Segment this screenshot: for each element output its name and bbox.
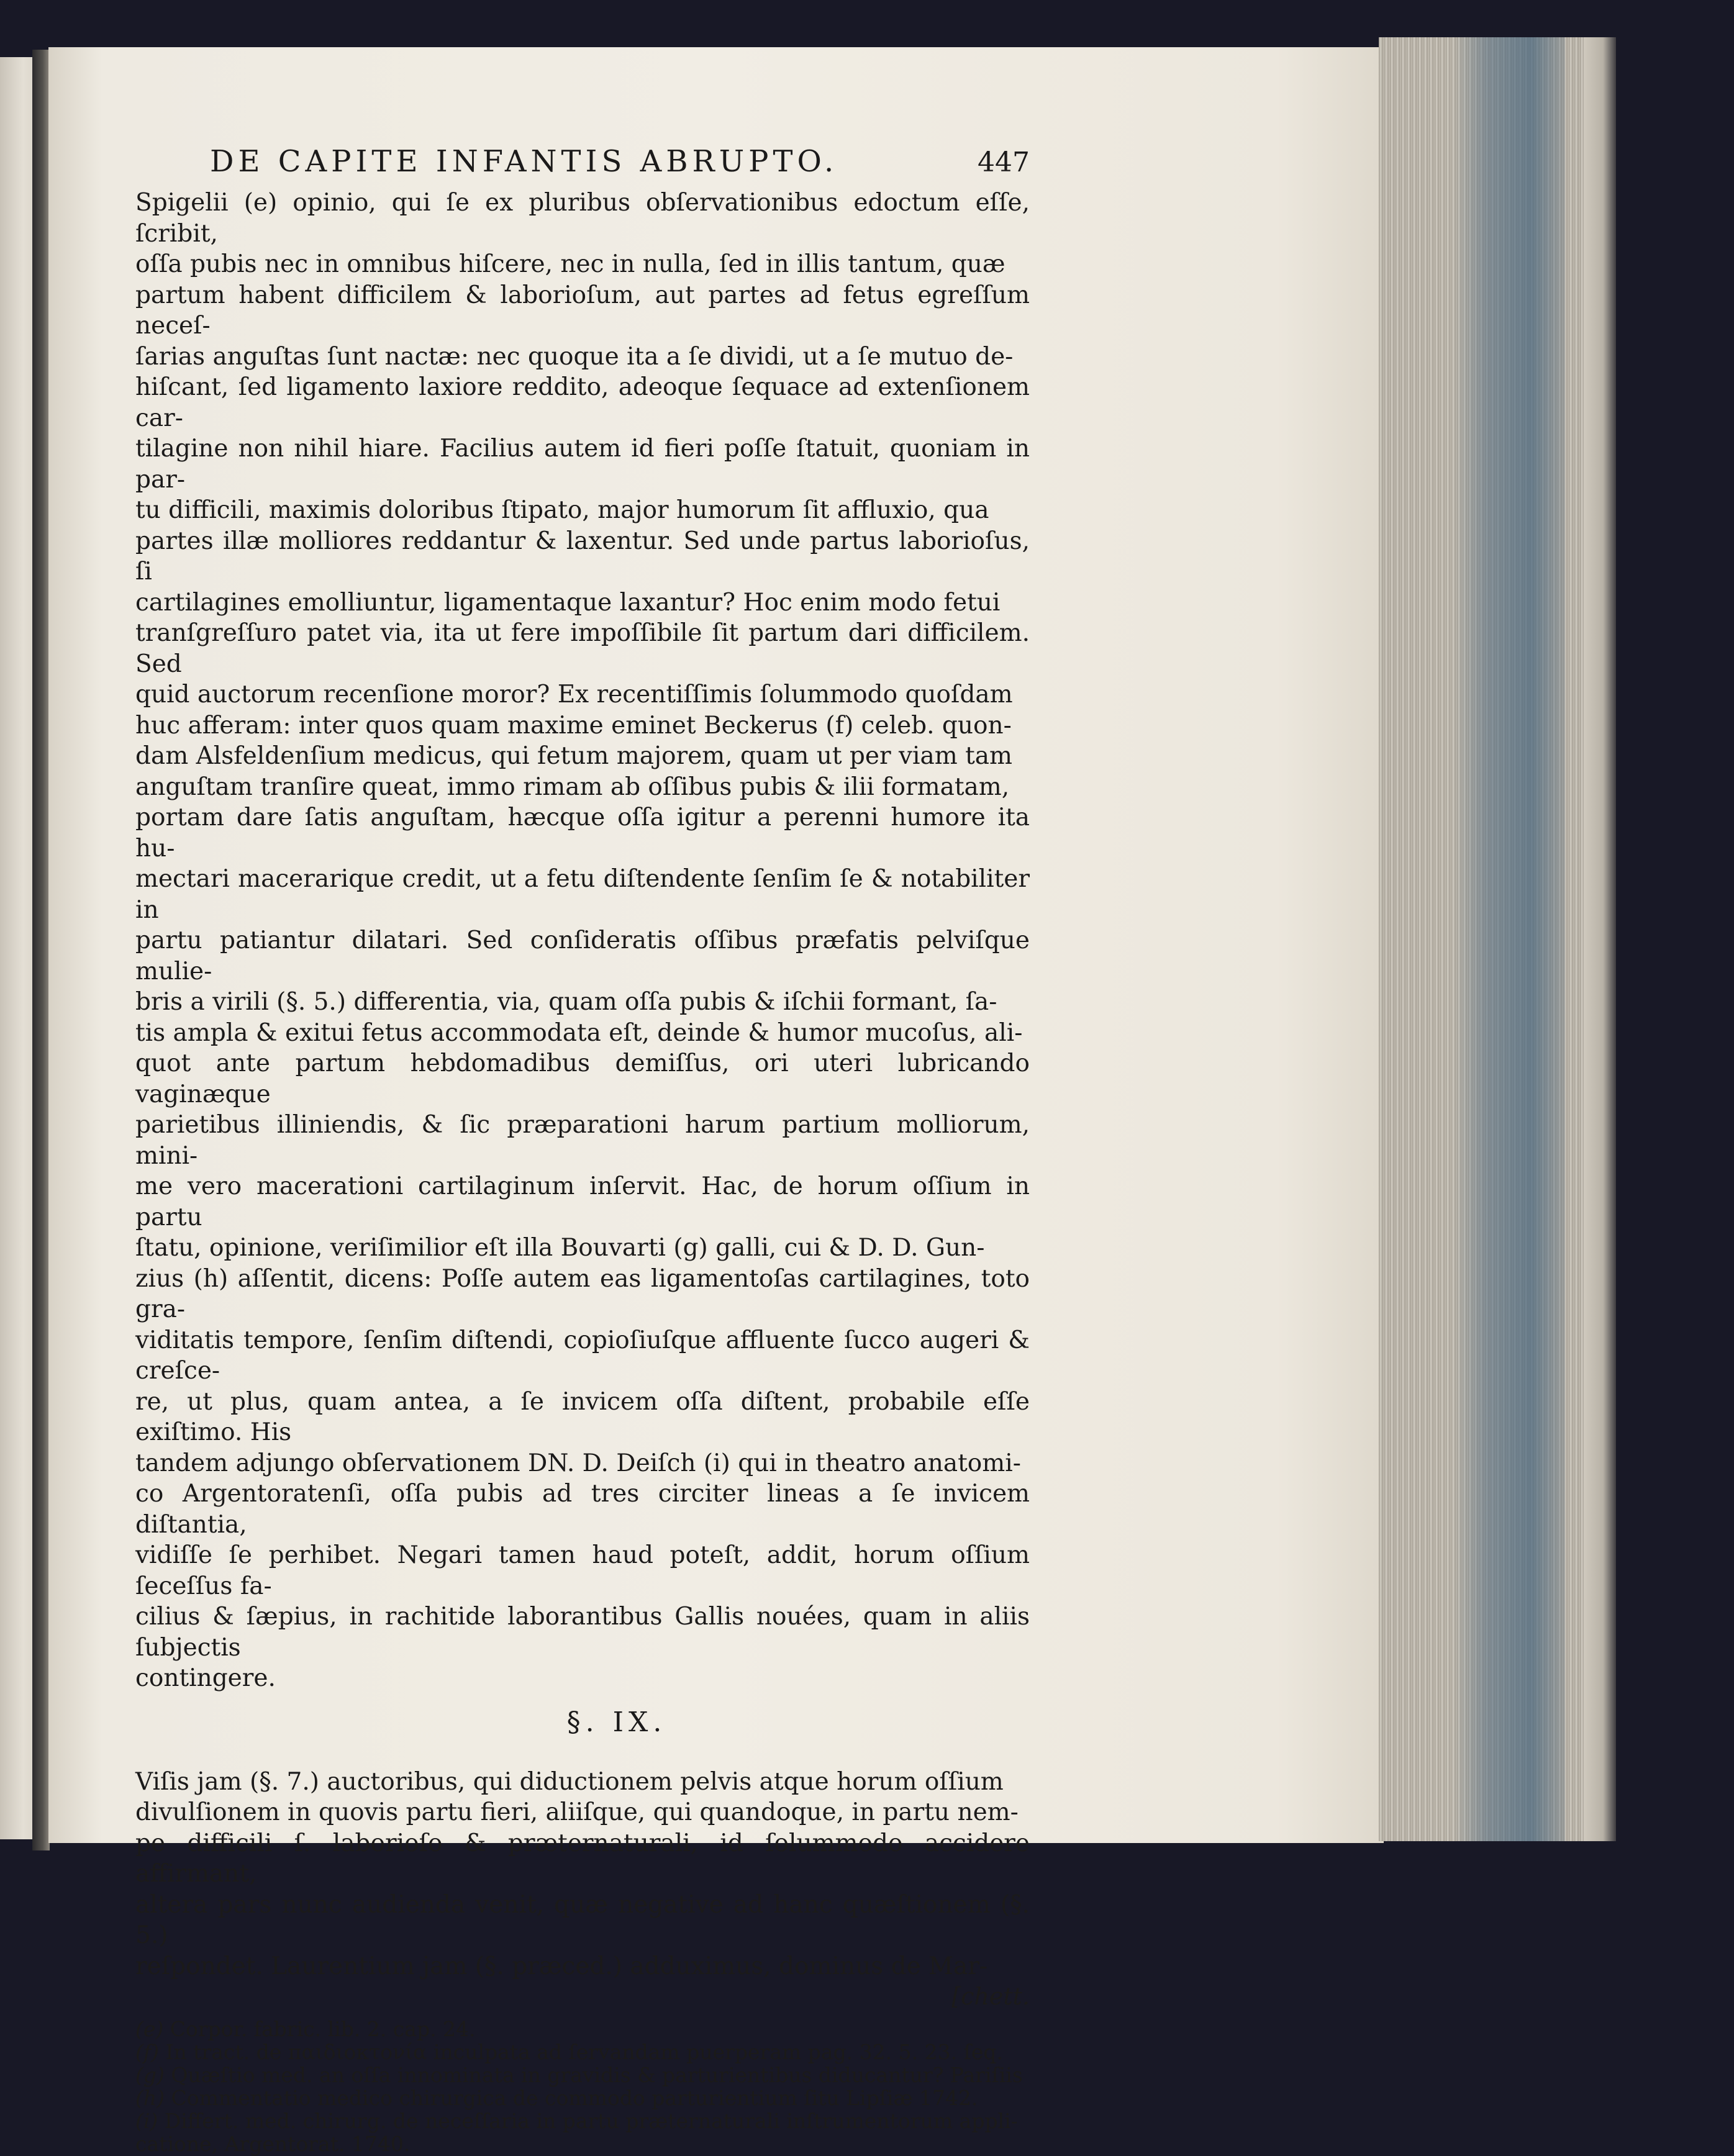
footnote-mark: (h) <box>135 2086 165 2110</box>
running-head <box>135 144 1030 185</box>
paragraph-1: Spigelii (e) opinio, qui ſe ex pluribus obſervationibus edoctum eſſe, ſcribit, oſſa pubis nec in omnibus hiſcere, nec in nulla, ſed in illis tantum, quæ partum habent difficilem & laborioſum, aut partes ad fetus egreſſum neceſ- ſarias anguſtas ſunt nactæ: nec quoque ita a ſe dividi, ut a ſe mutuo de- hiſcant, ſed ligamento laxiore reddito, adeoque ſequace ad extenſionem car- tilagine non nihil hiare. Facilius autem id fieri poſſe ſtatuit, quoniam in par- tu difficili, maximis doloribus ſtipato, major humorum ſit affluxio, qua partes illæ molliores reddantur & laxentur. Sed unde partus laborioſus, ſi cartilagines emolliuntur, ligamentaque laxantur? Hoc enim modo fetui tranſgreſſuro patet via, ita ut fere impoſſibile ſit partum dari difficilem. Sed quid auctorum recenſione moror? Ex recentiſſimis ſolummodo quoſdam huc afferam: inter quos quam maxime eminet Beckerus (f) celeb. quon- dam Alsfeldenſium medicus, qui fetum majorem, quam ut per viam tam anguſtam tranſire queat, immo rimam ab oſſibus pubis & ilii formatam, portam dare ſatis anguſtam, hæcque oſſa igitur a perenni humore ita hu- mectari macerarique credit, ut a fetu diſtendente ſenſim ſe & notabiliter in partu patiantur dilatari. Sed conſideratis oſſibus præfatis pelviſque mulie- bris a virili (§. 5.) differentia, via, quam oſſa pubis & iſchii formant, ſa- tis ampla & exitui fetus accommodata eſt, deinde & humor mucoſus, ali- quot ante partum hebdomadibus demiſſus, ori uteri lubricando vaginæque parietibus illiniendis, & ſic præparationi harum partium molliorum, mini- me vero macerationi cartilaginum inſervit. Hac, de horum oſſium in partu ſtatu, opinione, veriſimilior eſt illa Bouvarti (g) galli, cui & D. D. Gun- zius (h) aſſentit, dicens: Poſſe autem eas ligamentoſas cartilagines, toto gra- viditatis tempore, ſenſim diſtendi, copioſiuſque affluente ſucco augeri & creſce- re, ut plus, quam antea, a ſe invicem oſſa diſtent, probabile eſſe exiſtimo. His tandem adjungo obſervationem DN. D. Deiſch (i) qui in theatro anatomi- co Argentoratenſi, oſſa pubis ad tres circiter lineas a ſe invicem diſtantia, vidiſſe ſe perhibet. Negari tamen haud poteſt, addit, horum oſſium ſeceſſus fa- cilius & ſæpius, in rachitide laborantibus Gallis nouées, quam in aliis ſubjectis contingere. <box>135 189 1030 1692</box>
footnote-text: Differt. med. chirurg. de neceſſaria in partu præternaturali inſtrumentorum appli- catione, Argentorat. 1740. <box>135 2109 1018 2156</box>
page-content <box>135 144 1030 2155</box>
footnote-text: Corpor. fabric. lib. 2. cap. 24. <box>170 2017 476 2041</box>
page-edges <box>1379 37 1586 1841</box>
footnote <box>135 2109 1030 2155</box>
paragraph-2: Viſis jam (§. 7.) auctoribus, qui diductionem pelvis atque horum oſſium divulſionem in quovis partu fieri, aliiſque, qui quandoque, in partu nem- pe difficili ſ. laborioſo & præternaturali, id ſolummodo accidere affirmant, altera pars nunc audienda venit, quæ negative ad hanc quæſtionem (§. 5.) reſpondet. Laurentium jam (§. præced.) adduximus, dominus de Mar- <box>135 1767 1030 1980</box>
footnote <box>135 2063 1030 2086</box>
footnote-text: Commentatio medico chirurgica de commodo parturientium ſitu Lipſiæ 1742. <box>171 2086 978 2110</box>
footnote <box>135 2040 1030 2063</box>
footnote-mark: (f) <box>135 2040 159 2064</box>
catchword: [chett. <box>951 1983 1030 2010</box>
book-gutter <box>32 50 50 1850</box>
footnote-text: In tract. de παιδιοκτονία inculpata ad ſervandam puerperam pag. 32. 5. 23. ſeq. <box>165 2040 1003 2064</box>
page-number: 447 <box>978 147 1030 178</box>
footnote <box>135 2018 1030 2040</box>
section-heading: §. IX. <box>566 1706 667 1738</box>
footnote-mark: (e) <box>135 2017 164 2041</box>
footnote-mark: (g) <box>135 2063 165 2087</box>
footnote-text: Quæſtio med. an oſſa innominata in gravidis & parturientibus diducantur? Pariſiis <box>171 2063 1023 2087</box>
footnotes <box>135 2018 1030 2155</box>
book-binding <box>1584 37 1616 1841</box>
footnote-mark: (i) <box>135 2109 158 2133</box>
running-title: DE CAPITE INFANTIS ABRUPTO. <box>210 144 838 179</box>
footnote <box>135 2086 1030 2109</box>
